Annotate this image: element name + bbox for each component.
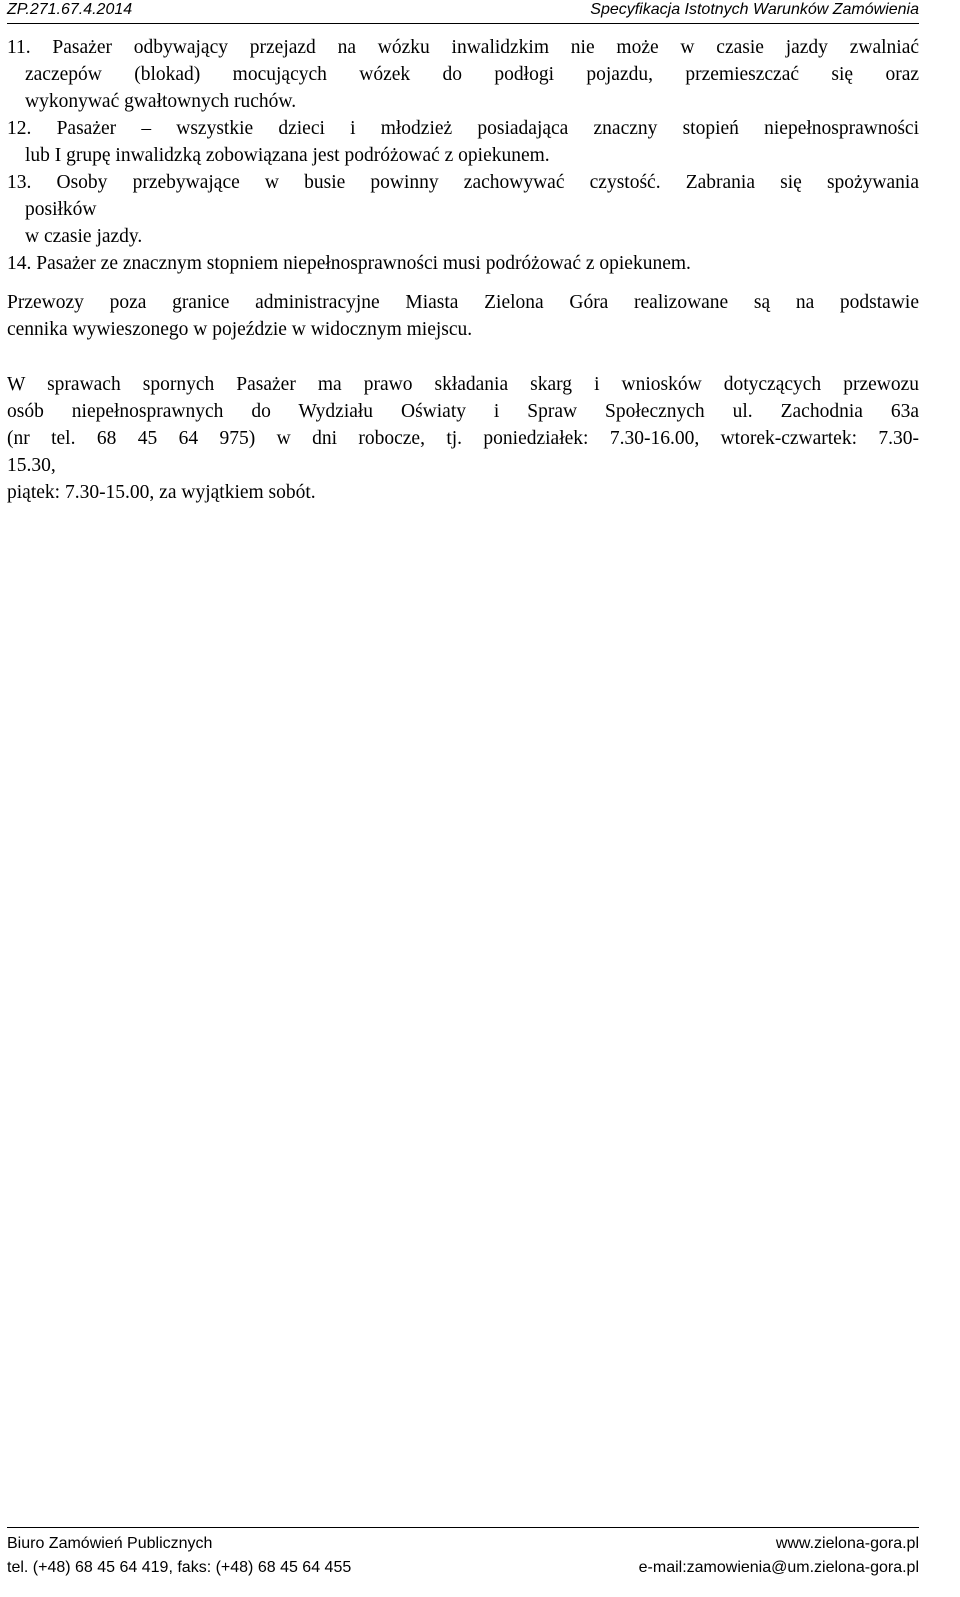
item-11-line-3: wykonywać gwałtownych ruchów. — [25, 91, 297, 112]
paragraph-2-line-1: W sprawach spornych Pasażer ma prawo składania skarg i wniosków dotyczących przewozu — [7, 374, 919, 395]
document-title: Specyfikacja Istotnych Warunków Zamówienia — [590, 1, 919, 18]
footer-row-1 — [7, 1532, 919, 1556]
page-header — [7, 0, 919, 24]
item-12-line-1: 12. Pasażer – wszystkie dzieci i młodzież posiadająca znaczny stopień niepełnosprawności — [7, 118, 919, 139]
document-body — [7, 34, 919, 506]
paragraph-2-line-3: (nr tel. 68 45 64 975) w dni robocze, tj. poniedziałek: 7.30-16.00, wtorek-czwartek: 7.30- — [7, 428, 919, 449]
list-item-12 — [7, 115, 919, 169]
list-item-11 — [7, 34, 919, 115]
item-13-line-1: 13. Osoby przebywające w busie powinny zachowywać czystość. Zabrania się spożywania — [7, 172, 919, 193]
paragraph-complaints — [7, 371, 919, 506]
item-11-line-1: 11. Pasażer odbywający przejazd na wózku inwalidzkim nie może w czasie jazdy zwalniać — [7, 37, 919, 58]
paragraph-2-line-5: piątek: 7.30-15.00, za wyjątkiem sobót. — [7, 482, 316, 503]
footer-email: e-mail:zamowienia@um.zielona-gora.pl — [638, 1559, 919, 1576]
item-14-line-1: 14. Pasażer ze znacznym stopniem niepełnosprawności musi podróżować z opiekunem. — [7, 253, 691, 274]
document-reference: ZP.271.67.4.2014 — [7, 1, 133, 18]
page-footer — [7, 1527, 919, 1580]
footer-office: Biuro Zamówień Publicznych — [7, 1535, 213, 1552]
footer-website: www.zielona-gora.pl — [775, 1535, 919, 1552]
list-item-13 — [7, 169, 919, 250]
footer-phone: tel. (+48) 68 45 64 419, faks: (+48) 68 45 64 455 — [7, 1559, 352, 1576]
item-13-line-3: w czasie jazdy. — [25, 226, 143, 247]
paragraph-2-line-2: osób niepełnosprawnych do Wydziału Oświaty i Spraw Społecznych ul. Zachodnia 63a — [7, 401, 919, 422]
paragraph-transport-pricing — [7, 289, 919, 343]
paragraph-2-line-4: 15.30, — [7, 455, 56, 476]
item-13-line-2: posiłków — [25, 199, 97, 220]
list-item-14 — [7, 250, 919, 277]
footer-row-2 — [7, 1556, 919, 1580]
item-11-line-2: zaczepów (blokad) mocujących wózek do podłogi pojazdu, przemieszczać się oraz — [25, 64, 919, 85]
item-12-line-2: lub I grupę inwalidzką zobowiązana jest podróżować z opiekunem. — [25, 145, 550, 166]
paragraph-1-line-1: Przewozy poza granice administracyjne Miasta Zielona Góra realizowane są na podstawie — [7, 292, 919, 313]
paragraph-1-line-2: cennika wywieszonego w pojeździe w widocznym miejscu. — [7, 319, 473, 340]
